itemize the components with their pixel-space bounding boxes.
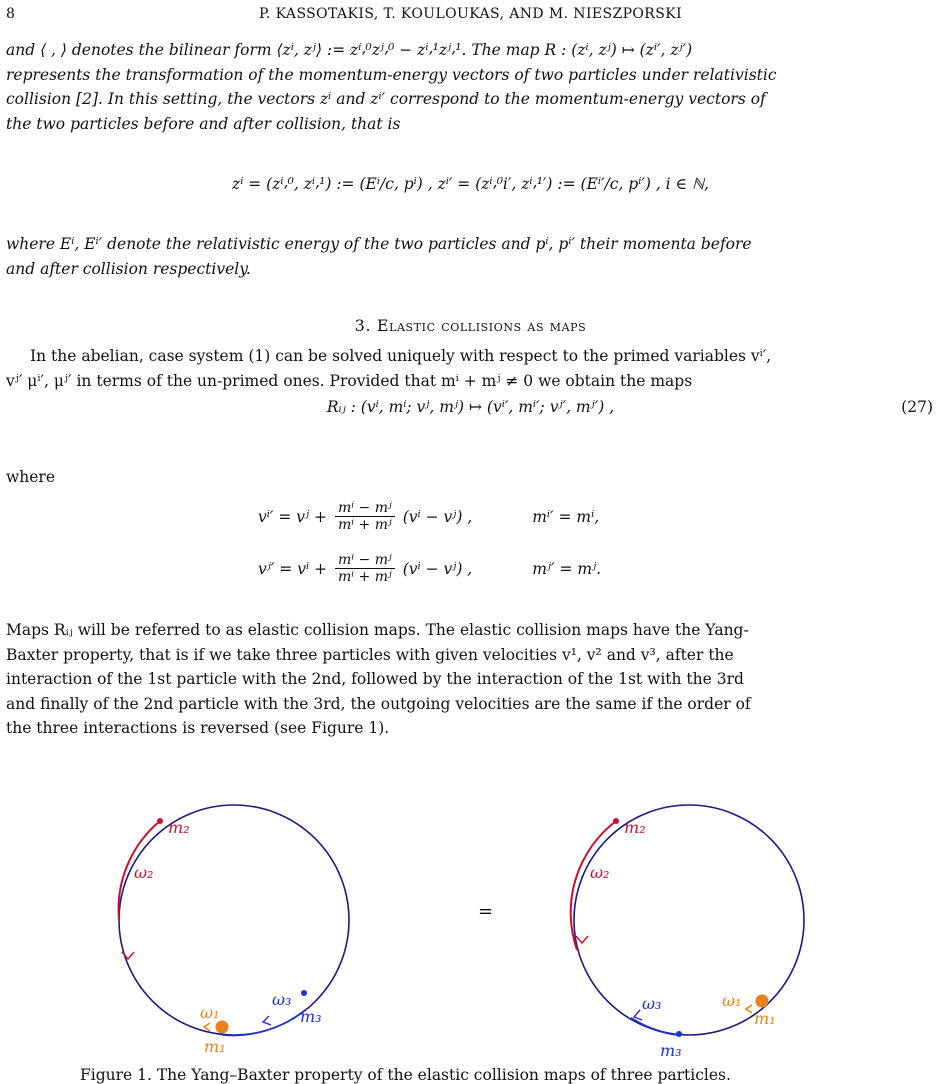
left-m2-label: m₂ — [168, 818, 190, 837]
left-w2-label: ω₂ — [134, 863, 154, 882]
right-m3-point — [676, 1031, 682, 1037]
figure-yang-baxter — [0, 800, 941, 1060]
eq-tail: (vⁱ − vʲ) , — [402, 559, 473, 578]
right-w3-label: ω₃ — [642, 994, 662, 1013]
right-orange-arrow — [746, 1005, 752, 1013]
text-line: where Eⁱ, Eⁱ′ denote the relativistic energy of the two particles and pⁱ, pⁱ′ their momenta before — [6, 235, 752, 253]
fraction-numerator: mⁱ − mʲ — [338, 552, 392, 568]
running-head — [6, 6, 935, 26]
fraction-denominator: mⁱ + mʲ — [335, 516, 395, 533]
text-line: Baxter property, that is if we take three particles with given velocities v¹, v² and v³, after the — [6, 645, 734, 664]
right-red-arrow — [576, 936, 588, 943]
paragraph-abelian-case — [6, 344, 932, 393]
paragraph-bilinear-form — [6, 38, 932, 136]
equation-number: (27) — [901, 398, 933, 416]
left-diagram — [119, 805, 349, 1056]
right-m2-point — [613, 818, 619, 824]
text-line: Maps Rᵢⱼ will be referred to as elastic collision maps. The elastic collision maps have the Yang- — [6, 621, 749, 639]
eq-right: mʲ′ = mʲ. — [532, 559, 602, 578]
text-line: vʲ′ μⁱ′, μʲ′ in terms of the un-primed ones. Provided that mⁱ + mʲ ≠ 0 we obtain the maps — [6, 371, 693, 390]
right-diagram — [571, 805, 804, 1060]
equation-27-body: Rᵢⱼ : (vⁱ, mⁱ; vʲ, mʲ) ↦ (vⁱ′, mⁱ′; vʲ′, mʲ′) , — [326, 398, 615, 416]
right-blue-arc — [631, 1018, 678, 1035]
text-line: the two particles before and after collision, that is — [6, 114, 401, 133]
paragraph-energy-definition — [6, 232, 932, 281]
where-label: where — [6, 468, 56, 486]
left-w3-label: ω₃ — [272, 990, 292, 1009]
right-m3-label: m₃ — [660, 1041, 682, 1060]
fraction — [335, 552, 395, 585]
text-line: the three interactions is reversed (see Figure 1). — [6, 719, 390, 737]
fraction-numerator: mⁱ − mʲ — [338, 500, 392, 516]
text-line: represents the transformation of the momentum-energy vectors of two particles under relativistic — [6, 65, 777, 84]
text-line: In the abelian, case system (1) can be solved uniquely with respect to the primed variables vⁱ′, — [30, 347, 772, 365]
text-line: interaction of the 1st particle with the 2nd, followed by the interaction of the 1st with the 3rd — [6, 670, 744, 688]
left-m1-point — [216, 1021, 229, 1034]
right-m1-label: m₁ — [754, 1009, 776, 1028]
text-line: and ⟨ , ⟩ denotes the bilinear form ⟨zⁱ, zʲ⟩ := zⁱ⸴⁰zʲ⸴⁰ − zⁱ⸴¹zʲ⸴¹. The map R : (zⁱ, zʲ) ↦ (zⁱ′, zʲ′) — [6, 41, 693, 59]
figure-caption: Figure 1. The Yang–Baxter property of the elastic collision maps of three particles. — [80, 1066, 731, 1084]
page-number: 8 — [6, 6, 16, 22]
eq-tail: (vⁱ − vʲ) , — [402, 507, 473, 526]
left-m3-point — [301, 990, 307, 996]
left-circle — [119, 805, 349, 1035]
right-red-arc — [571, 821, 616, 950]
authors-header: P. KASSOTAKIS, T. KOULOUKAS, AND M. NIESZPORSKI — [258, 6, 683, 22]
eq-right: mⁱ′ = mⁱ, — [532, 507, 600, 526]
equals-sign: = — [478, 901, 494, 922]
paragraph-elastic-collision — [6, 618, 932, 741]
right-m1-point — [756, 995, 769, 1008]
right-blue-arrow — [634, 1010, 642, 1020]
right-m2-label: m₂ — [624, 818, 646, 837]
eq-lhs: vⁱ′ = vʲ + — [258, 507, 328, 526]
equation-momentum-energy: zⁱ = (zⁱ⸴⁰, zⁱ⸴¹) := (Eⁱ/c, pⁱ) , zⁱ′ = (zⁱ⸴⁰i′, zⁱ⸴¹′) := (Eⁱ′/c, pⁱ′) , i ∈ ℕ, — [232, 175, 709, 193]
fraction — [335, 500, 395, 533]
left-m2-point — [157, 818, 163, 824]
eq-lhs: vʲ′ = vⁱ + — [258, 559, 328, 578]
left-m3-label: m₃ — [300, 1007, 322, 1026]
left-blue-arrow — [263, 1016, 271, 1025]
right-w1-label: ω₁ — [722, 991, 742, 1010]
equation-v-j-prime — [258, 552, 601, 585]
text-line: and finally of the 2nd particle with the 3rd, the outgoing velocities are the same if the order of — [6, 694, 751, 713]
equation-27 — [0, 398, 941, 416]
left-w1-label: ω₁ — [200, 1003, 220, 1022]
section-title: 3. Elastic collisions as maps — [354, 316, 587, 335]
fraction-denominator: mⁱ + mʲ — [335, 568, 395, 585]
text-line: and after collision respectively. — [6, 259, 251, 278]
left-m1-label: m₁ — [204, 1037, 226, 1056]
left-orange-arrow — [204, 1023, 210, 1031]
text-line: collision [2]. In this setting, the vectors zⁱ and zⁱ′ correspond to the momentum-energy vectors of — [6, 90, 766, 108]
right-w2-label: ω₂ — [590, 863, 610, 882]
right-circle — [574, 805, 804, 1035]
equation-v-i-prime — [258, 500, 599, 533]
